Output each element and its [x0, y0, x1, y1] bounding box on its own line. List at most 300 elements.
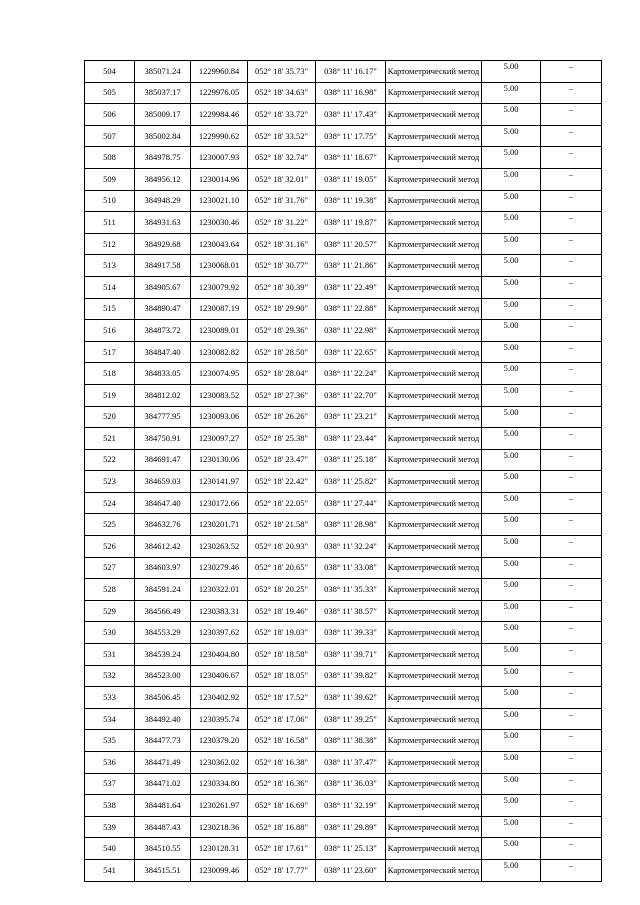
latitude-cell: 052° 18' 32.74" [248, 147, 316, 169]
y-coordinate-cell: 1230130.06 [191, 449, 248, 471]
longitude-cell: 038° 11' 33.08" [316, 557, 386, 579]
table-row [85, 557, 602, 579]
point-number-cell: 538 [85, 795, 135, 817]
note-cell: – [541, 276, 602, 298]
y-coordinate-cell: 1230261.97 [191, 795, 248, 817]
table-row [85, 622, 602, 644]
x-coordinate-cell: 384929.68 [135, 233, 191, 255]
point-number-cell: 526 [85, 536, 135, 558]
point-number-cell: 517 [85, 341, 135, 363]
method-cell: Картометрический метод [386, 514, 482, 536]
point-number-cell: 521 [85, 428, 135, 450]
coordinates-table [84, 60, 602, 882]
y-coordinate-cell: 1230218.36 [191, 816, 248, 838]
note-cell: – [541, 471, 602, 493]
x-coordinate-cell: 384612.42 [135, 536, 191, 558]
note-cell: – [541, 298, 602, 320]
method-cell: Картометрический метод [386, 730, 482, 752]
note-cell: – [541, 61, 602, 83]
method-cell: Картометрический метод [386, 708, 482, 730]
latitude-cell: 052° 18' 16.69" [248, 795, 316, 817]
x-coordinate-cell: 384539.24 [135, 644, 191, 666]
note-cell: – [541, 125, 602, 147]
latitude-cell: 052° 18' 16.38" [248, 752, 316, 774]
accuracy-cell: 5.00 [482, 773, 541, 795]
latitude-cell: 052° 18' 28.50" [248, 341, 316, 363]
latitude-cell: 052° 18' 16.58" [248, 730, 316, 752]
accuracy-cell: 5.00 [482, 492, 541, 514]
method-cell: Картометрический метод [386, 471, 482, 493]
x-coordinate-cell: 384510.55 [135, 838, 191, 860]
latitude-cell: 052° 18' 33.72" [248, 104, 316, 126]
note-cell: – [541, 665, 602, 687]
method-cell: Картометрический метод [386, 298, 482, 320]
table-row [85, 147, 602, 169]
note-cell: – [541, 492, 602, 514]
latitude-cell: 052° 18' 17.77" [248, 859, 316, 881]
note-cell: – [541, 233, 602, 255]
point-number-cell: 531 [85, 644, 135, 666]
latitude-cell: 052° 18' 18.58" [248, 644, 316, 666]
y-coordinate-cell: 1229984.46 [191, 104, 248, 126]
y-coordinate-cell: 1230007.93 [191, 147, 248, 169]
table-row [85, 255, 602, 277]
y-coordinate-cell: 1230097.27 [191, 428, 248, 450]
point-number-cell: 513 [85, 255, 135, 277]
longitude-cell: 038° 11' 17.43" [316, 104, 386, 126]
note-cell: – [541, 341, 602, 363]
latitude-cell: 052° 18' 33.52" [248, 125, 316, 147]
point-number-cell: 515 [85, 298, 135, 320]
latitude-cell: 052° 18' 17.52" [248, 687, 316, 709]
longitude-cell: 038° 11' 22.24" [316, 363, 386, 385]
point-number-cell: 507 [85, 125, 135, 147]
y-coordinate-cell: 1230322.01 [191, 579, 248, 601]
point-number-cell: 519 [85, 384, 135, 406]
accuracy-cell: 5.00 [482, 190, 541, 212]
longitude-cell: 038° 11' 16.98" [316, 82, 386, 104]
table-row [85, 212, 602, 234]
method-cell: Картометрический метод [386, 212, 482, 234]
latitude-cell: 052° 18' 32.01" [248, 168, 316, 190]
latitude-cell: 052° 18' 34.63" [248, 82, 316, 104]
y-coordinate-cell: 1230201.71 [191, 514, 248, 536]
table-row [85, 665, 602, 687]
table-row [85, 384, 602, 406]
x-coordinate-cell: 384477.73 [135, 730, 191, 752]
longitude-cell: 038° 11' 25.82" [316, 471, 386, 493]
longitude-cell: 038° 11' 22.49" [316, 276, 386, 298]
point-number-cell: 525 [85, 514, 135, 536]
table-row [85, 730, 602, 752]
point-number-cell: 516 [85, 320, 135, 342]
y-coordinate-cell: 1230074.95 [191, 363, 248, 385]
longitude-cell: 038° 11' 35.33" [316, 579, 386, 601]
table-row [85, 298, 602, 320]
table-row [85, 600, 602, 622]
method-cell: Картометрический метод [386, 773, 482, 795]
longitude-cell: 038° 11' 25.13" [316, 838, 386, 860]
longitude-cell: 038° 11' 16.17" [316, 61, 386, 83]
accuracy-cell: 5.00 [482, 104, 541, 126]
y-coordinate-cell: 1230093.06 [191, 406, 248, 428]
y-coordinate-cell: 1230263.52 [191, 536, 248, 558]
latitude-cell: 052° 18' 16.36" [248, 773, 316, 795]
point-number-cell: 504 [85, 61, 135, 83]
latitude-cell: 052° 18' 35.73" [248, 61, 316, 83]
table-row [85, 168, 602, 190]
accuracy-cell: 5.00 [482, 276, 541, 298]
y-coordinate-cell: 1230099.46 [191, 859, 248, 881]
accuracy-cell: 5.00 [482, 730, 541, 752]
y-coordinate-cell: 1230079.92 [191, 276, 248, 298]
method-cell: Картометрический метод [386, 752, 482, 774]
note-cell: – [541, 773, 602, 795]
latitude-cell: 052° 18' 17.61" [248, 838, 316, 860]
point-number-cell: 506 [85, 104, 135, 126]
x-coordinate-cell: 384691.47 [135, 449, 191, 471]
longitude-cell: 038° 11' 22.98" [316, 320, 386, 342]
x-coordinate-cell: 384956.12 [135, 168, 191, 190]
accuracy-cell: 5.00 [482, 557, 541, 579]
latitude-cell: 052° 18' 29.90" [248, 298, 316, 320]
method-cell: Картометрический метод [386, 406, 482, 428]
point-number-cell: 520 [85, 406, 135, 428]
latitude-cell: 052° 18' 31.16" [248, 233, 316, 255]
latitude-cell: 052° 18' 18.05" [248, 665, 316, 687]
latitude-cell: 052° 18' 31.22" [248, 212, 316, 234]
x-coordinate-cell: 384632.76 [135, 514, 191, 536]
point-number-cell: 511 [85, 212, 135, 234]
longitude-cell: 038° 11' 39.25" [316, 708, 386, 730]
method-cell: Картометрический метод [386, 104, 482, 126]
note-cell: – [541, 449, 602, 471]
x-coordinate-cell: 384492.40 [135, 708, 191, 730]
y-coordinate-cell: 1230172.66 [191, 492, 248, 514]
longitude-cell: 038° 11' 20.57" [316, 233, 386, 255]
latitude-cell: 052° 18' 22.05" [248, 492, 316, 514]
longitude-cell: 038° 11' 25.18" [316, 449, 386, 471]
longitude-cell: 038° 11' 27.44" [316, 492, 386, 514]
longitude-cell: 038° 11' 29.89" [316, 816, 386, 838]
longitude-cell: 038° 11' 22.65" [316, 341, 386, 363]
longitude-cell: 038° 11' 39.62" [316, 687, 386, 709]
longitude-cell: 038° 11' 17.75" [316, 125, 386, 147]
method-cell: Картометрический метод [386, 579, 482, 601]
latitude-cell: 052° 18' 28.04" [248, 363, 316, 385]
note-cell: – [541, 384, 602, 406]
longitude-cell: 038° 11' 37.47" [316, 752, 386, 774]
longitude-cell: 038° 11' 28.98" [316, 514, 386, 536]
note-cell: – [541, 255, 602, 277]
latitude-cell: 052° 18' 31.76" [248, 190, 316, 212]
table-row [85, 363, 602, 385]
accuracy-cell: 5.00 [482, 514, 541, 536]
y-coordinate-cell: 1230397.62 [191, 622, 248, 644]
accuracy-cell: 5.00 [482, 363, 541, 385]
latitude-cell: 052° 18' 25.38" [248, 428, 316, 450]
point-number-cell: 539 [85, 816, 135, 838]
accuracy-cell: 5.00 [482, 838, 541, 860]
accuracy-cell: 5.00 [482, 298, 541, 320]
x-coordinate-cell: 384812.02 [135, 384, 191, 406]
x-coordinate-cell: 384777.95 [135, 406, 191, 428]
latitude-cell: 052° 18' 23.47" [248, 449, 316, 471]
method-cell: Картометрический метод [386, 384, 482, 406]
longitude-cell: 038° 11' 39.82" [316, 665, 386, 687]
longitude-cell: 038° 11' 21.86" [316, 255, 386, 277]
table-row [85, 773, 602, 795]
y-coordinate-cell: 1230014.96 [191, 168, 248, 190]
note-cell: – [541, 644, 602, 666]
accuracy-cell: 5.00 [482, 233, 541, 255]
method-cell: Картометрический метод [386, 255, 482, 277]
method-cell: Картометрический метод [386, 61, 482, 83]
y-coordinate-cell: 1230334.80 [191, 773, 248, 795]
latitude-cell: 052° 18' 20.25" [248, 579, 316, 601]
method-cell: Картометрический метод [386, 449, 482, 471]
method-cell: Картометрический метод [386, 276, 482, 298]
note-cell: – [541, 320, 602, 342]
point-number-cell: 530 [85, 622, 135, 644]
point-number-cell: 518 [85, 363, 135, 385]
x-coordinate-cell: 384506.45 [135, 687, 191, 709]
table-row [85, 276, 602, 298]
note-cell: – [541, 104, 602, 126]
table-row [85, 341, 602, 363]
table-row [85, 125, 602, 147]
table-row [85, 492, 602, 514]
table-row [85, 644, 602, 666]
point-number-cell: 541 [85, 859, 135, 881]
note-cell: – [541, 730, 602, 752]
latitude-cell: 052° 18' 21.58" [248, 514, 316, 536]
longitude-cell: 038° 11' 23.44" [316, 428, 386, 450]
table-row [85, 233, 602, 255]
accuracy-cell: 5.00 [482, 471, 541, 493]
note-cell: – [541, 212, 602, 234]
method-cell: Картометрический метод [386, 644, 482, 666]
latitude-cell: 052° 18' 30.77" [248, 255, 316, 277]
x-coordinate-cell: 384481.64 [135, 795, 191, 817]
accuracy-cell: 5.00 [482, 665, 541, 687]
note-cell: – [541, 536, 602, 558]
table-row [85, 471, 602, 493]
y-coordinate-cell: 1229960.84 [191, 61, 248, 83]
latitude-cell: 052° 18' 20.93" [248, 536, 316, 558]
longitude-cell: 038° 11' 39.33" [316, 622, 386, 644]
latitude-cell: 052° 18' 16.88" [248, 816, 316, 838]
point-number-cell: 508 [85, 147, 135, 169]
point-number-cell: 533 [85, 687, 135, 709]
y-coordinate-cell: 1230404.80 [191, 644, 248, 666]
latitude-cell: 052° 18' 29.36" [248, 320, 316, 342]
point-number-cell: 509 [85, 168, 135, 190]
x-coordinate-cell: 385002.84 [135, 125, 191, 147]
accuracy-cell: 5.00 [482, 255, 541, 277]
x-coordinate-cell: 385071.24 [135, 61, 191, 83]
table-row [85, 752, 602, 774]
method-cell: Картометрический метод [386, 859, 482, 881]
latitude-cell: 052° 18' 20.65" [248, 557, 316, 579]
accuracy-cell: 5.00 [482, 147, 541, 169]
longitude-cell: 038° 11' 19.38" [316, 190, 386, 212]
longitude-cell: 038° 11' 36.03" [316, 773, 386, 795]
accuracy-cell: 5.00 [482, 687, 541, 709]
longitude-cell: 038° 11' 32.24" [316, 536, 386, 558]
method-cell: Картометрический метод [386, 557, 482, 579]
note-cell: – [541, 190, 602, 212]
longitude-cell: 038° 11' 38.38" [316, 730, 386, 752]
y-coordinate-cell: 1230083.52 [191, 384, 248, 406]
note-cell: – [541, 82, 602, 104]
y-coordinate-cell: 1230406.67 [191, 665, 248, 687]
accuracy-cell: 5.00 [482, 816, 541, 838]
accuracy-cell: 5.00 [482, 125, 541, 147]
method-cell: Картометрический метод [386, 190, 482, 212]
y-coordinate-cell: 1230362.02 [191, 752, 248, 774]
table-body [85, 61, 602, 882]
y-coordinate-cell: 1230141.97 [191, 471, 248, 493]
x-coordinate-cell: 384890.47 [135, 298, 191, 320]
y-coordinate-cell: 1230402.92 [191, 687, 248, 709]
accuracy-cell: 5.00 [482, 579, 541, 601]
x-coordinate-cell: 384591.24 [135, 579, 191, 601]
table-row [85, 708, 602, 730]
note-cell: – [541, 600, 602, 622]
point-number-cell: 505 [85, 82, 135, 104]
point-number-cell: 540 [85, 838, 135, 860]
method-cell: Картометрический метод [386, 492, 482, 514]
x-coordinate-cell: 384873.72 [135, 320, 191, 342]
accuracy-cell: 5.00 [482, 708, 541, 730]
accuracy-cell: 5.00 [482, 168, 541, 190]
accuracy-cell: 5.00 [482, 212, 541, 234]
y-coordinate-cell: 1230082.82 [191, 341, 248, 363]
y-coordinate-cell: 1230021.10 [191, 190, 248, 212]
method-cell: Картометрический метод [386, 168, 482, 190]
x-coordinate-cell: 384905.67 [135, 276, 191, 298]
note-cell: – [541, 514, 602, 536]
method-cell: Картометрический метод [386, 838, 482, 860]
longitude-cell: 038° 11' 22.88" [316, 298, 386, 320]
note-cell: – [541, 816, 602, 838]
longitude-cell: 038° 11' 18.67" [316, 147, 386, 169]
accuracy-cell: 5.00 [482, 384, 541, 406]
x-coordinate-cell: 384750.91 [135, 428, 191, 450]
method-cell: Картометрический метод [386, 125, 482, 147]
note-cell: – [541, 622, 602, 644]
latitude-cell: 052° 18' 19.03" [248, 622, 316, 644]
note-cell: – [541, 557, 602, 579]
y-coordinate-cell: 1230279.46 [191, 557, 248, 579]
note-cell: – [541, 859, 602, 881]
method-cell: Картометрический метод [386, 600, 482, 622]
longitude-cell: 038° 11' 22.70" [316, 384, 386, 406]
longitude-cell: 038° 11' 39.71" [316, 644, 386, 666]
x-coordinate-cell: 384553.29 [135, 622, 191, 644]
x-coordinate-cell: 384948.29 [135, 190, 191, 212]
table-row [85, 795, 602, 817]
longitude-cell: 038° 11' 23.21" [316, 406, 386, 428]
note-cell: – [541, 752, 602, 774]
method-cell: Картометрический метод [386, 816, 482, 838]
latitude-cell: 052° 18' 27.36" [248, 384, 316, 406]
accuracy-cell: 5.00 [482, 449, 541, 471]
x-coordinate-cell: 384917.58 [135, 255, 191, 277]
y-coordinate-cell: 1230089.01 [191, 320, 248, 342]
point-number-cell: 534 [85, 708, 135, 730]
point-number-cell: 522 [85, 449, 135, 471]
note-cell: – [541, 687, 602, 709]
x-coordinate-cell: 384471.49 [135, 752, 191, 774]
table-row [85, 514, 602, 536]
method-cell: Картометрический метод [386, 233, 482, 255]
longitude-cell: 038° 11' 38.57" [316, 600, 386, 622]
table-row [85, 406, 602, 428]
note-cell: – [541, 363, 602, 385]
table-row [85, 428, 602, 450]
accuracy-cell: 5.00 [482, 82, 541, 104]
y-coordinate-cell: 1230087.19 [191, 298, 248, 320]
latitude-cell: 052° 18' 19.46" [248, 600, 316, 622]
x-coordinate-cell: 384931.63 [135, 212, 191, 234]
accuracy-cell: 5.00 [482, 600, 541, 622]
method-cell: Картометрический метод [386, 536, 482, 558]
point-number-cell: 528 [85, 579, 135, 601]
point-number-cell: 510 [85, 190, 135, 212]
accuracy-cell: 5.00 [482, 536, 541, 558]
table-row [85, 61, 602, 83]
note-cell: – [541, 579, 602, 601]
x-coordinate-cell: 384833.05 [135, 363, 191, 385]
table-row [85, 536, 602, 558]
table-row [85, 859, 602, 881]
x-coordinate-cell: 384603.97 [135, 557, 191, 579]
y-coordinate-cell: 1230043.64 [191, 233, 248, 255]
accuracy-cell: 5.00 [482, 795, 541, 817]
table-row [85, 82, 602, 104]
x-coordinate-cell: 384847.40 [135, 341, 191, 363]
method-cell: Картометрический метод [386, 687, 482, 709]
x-coordinate-cell: 384487.43 [135, 816, 191, 838]
latitude-cell: 052° 18' 17.06" [248, 708, 316, 730]
point-number-cell: 524 [85, 492, 135, 514]
accuracy-cell: 5.00 [482, 752, 541, 774]
method-cell: Картометрический метод [386, 147, 482, 169]
x-coordinate-cell: 384659.03 [135, 471, 191, 493]
note-cell: – [541, 147, 602, 169]
latitude-cell: 052° 18' 22.42" [248, 471, 316, 493]
accuracy-cell: 5.00 [482, 320, 541, 342]
point-number-cell: 529 [85, 600, 135, 622]
latitude-cell: 052° 18' 30.39" [248, 276, 316, 298]
y-coordinate-cell: 1230068.01 [191, 255, 248, 277]
table-row [85, 838, 602, 860]
x-coordinate-cell: 385009.17 [135, 104, 191, 126]
note-cell: – [541, 795, 602, 817]
method-cell: Картометрический метод [386, 341, 482, 363]
point-number-cell: 514 [85, 276, 135, 298]
method-cell: Картометрический метод [386, 665, 482, 687]
table-row [85, 579, 602, 601]
longitude-cell: 038° 11' 19.05" [316, 168, 386, 190]
method-cell: Картометрический метод [386, 320, 482, 342]
y-coordinate-cell: 1230395.74 [191, 708, 248, 730]
method-cell: Картометрический метод [386, 795, 482, 817]
y-coordinate-cell: 1230128.31 [191, 838, 248, 860]
note-cell: – [541, 428, 602, 450]
